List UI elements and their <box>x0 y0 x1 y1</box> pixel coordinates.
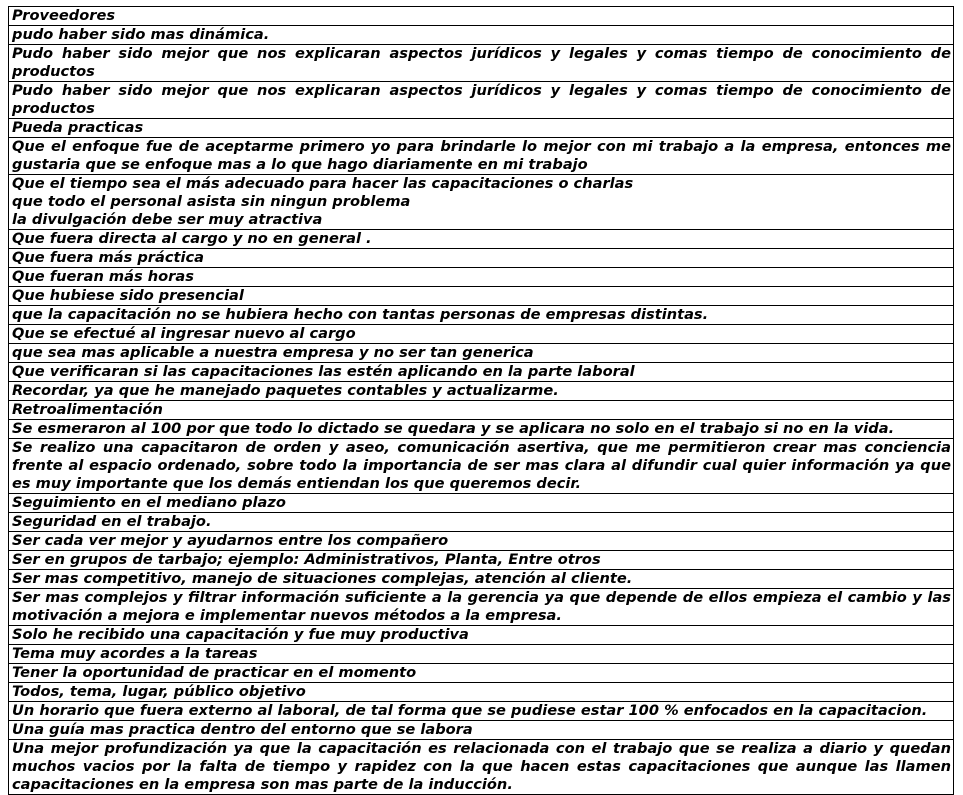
table-row <box>9 570 954 589</box>
table-row <box>9 45 954 82</box>
table-row <box>9 287 954 306</box>
responses-table-body <box>9 7 954 795</box>
table-cell: Que fuera más práctica <box>9 249 954 268</box>
table-cell: Una guía mas practica dentro del entorno que se labora <box>9 721 954 740</box>
table-row <box>9 645 954 664</box>
table-cell: Ser mas complejos y filtrar información suficiente a la gerencia ya que depende de ellos empieza el cambio y las motivación a mejora e implementar nuevos métodos a la empresa. <box>9 589 954 626</box>
table-row <box>9 589 954 626</box>
table-cell: Se esmeraron al 100 por que todo lo dictado se quedara y se aplicara no solo en el trabajo si no en la vida. <box>9 420 954 439</box>
table-cell: Ser cada ver mejor y ayudarnos entre los compañero <box>9 532 954 551</box>
table-row <box>9 26 954 45</box>
table-cell: Seguridad en el trabajo. <box>9 513 954 532</box>
table-cell: Que hubiese sido presencial <box>9 287 954 306</box>
table-cell: Pudo haber sido mejor que nos explicaran aspectos jurídicos y legales y comas tiempo de conocimiento de productos <box>9 82 954 119</box>
table-cell: pudo haber sido mas dinámica. <box>9 26 954 45</box>
table-cell: que sea mas aplicable a nuestra empresa y no ser tan generica <box>9 344 954 363</box>
table-cell: Pueda practicas <box>9 119 954 138</box>
table-row <box>9 325 954 344</box>
table-row <box>9 721 954 740</box>
table-row <box>9 82 954 119</box>
table-cell: Que verificaran si las capacitaciones las estén aplicando en la parte laboral <box>9 363 954 382</box>
table-row <box>9 7 954 26</box>
table-cell: Una mejor profundización ya que la capacitación es relacionada con el trabajo que se realiza a diario y quedan muchos vacios por la falta de tiempo y rapidez con la que hacen estas capacitaciones que aunque las llamen capacitaciones en la empresa son mas parte de la inducción. <box>9 740 954 795</box>
table-row <box>9 268 954 287</box>
table-row <box>9 740 954 795</box>
table-cell: Ser mas competitivo, manejo de situaciones complejas, atención al cliente. <box>9 570 954 589</box>
table-row <box>9 401 954 420</box>
table-cell: Tener la oportunidad de practicar en el momento <box>9 664 954 683</box>
table-cell: Seguimiento en el mediano plazo <box>9 494 954 513</box>
table-row <box>9 664 954 683</box>
table-row <box>9 683 954 702</box>
table-row <box>9 494 954 513</box>
table-cell: Todos, tema, lugar, público objetivo <box>9 683 954 702</box>
table-row <box>9 363 954 382</box>
table-row <box>9 382 954 401</box>
table-row <box>9 119 954 138</box>
table-row <box>9 513 954 532</box>
table-cell: Proveedores <box>9 7 954 26</box>
table-row <box>9 551 954 570</box>
responses-table <box>8 6 954 795</box>
table-cell: Que fuera directa al cargo y no en general . <box>9 230 954 249</box>
table-cell: Tema muy acordes a la tareas <box>9 645 954 664</box>
table-cell: Recordar, ya que he manejado paquetes contables y actualizarme. <box>9 382 954 401</box>
table-row <box>9 702 954 721</box>
table-row <box>9 439 954 494</box>
table-row <box>9 532 954 551</box>
table-row <box>9 306 954 325</box>
table-row <box>9 249 954 268</box>
table-cell: Ser en grupos de tarbajo; ejemplo: Administrativos, Planta, Entre otros <box>9 551 954 570</box>
table-row <box>9 626 954 645</box>
table-row <box>9 175 954 230</box>
table-cell: Se realizo una capacitaron de orden y aseo, comunicación asertiva, que me permitieron crear mas conciencia frente al espacio ordenado, sobre todo la importancia de ser mas clara al difundir cual quier información ya que es muy importante que los demás entiendan los que queremos decir. <box>9 439 954 494</box>
table-cell: Retroalimentación <box>9 401 954 420</box>
table-cell: Solo he recibido una capacitación y fue muy productiva <box>9 626 954 645</box>
table-cell: Que el tiempo sea el más adecuado para hacer las capacitaciones o charlas que todo el personal asista sin ningun problema la divulgación debe ser muy atractiva <box>9 175 954 230</box>
table-cell: Que se efectué al ingresar nuevo al cargo <box>9 325 954 344</box>
table-cell: Un horario que fuera externo al laboral, de tal forma que se pudiese estar 100 % enfocados en la capacitacion. <box>9 702 954 721</box>
table-cell: Que el enfoque fue de aceptarme primero yo para brindarle lo mejor con mi trabajo a la empresa, entonces me gustaria que se enfoque mas a lo que hago diariamente en mi trabajo <box>9 138 954 175</box>
table-row <box>9 138 954 175</box>
table-row <box>9 344 954 363</box>
table-row <box>9 230 954 249</box>
table-cell: que la capacitación no se hubiera hecho con tantas personas de empresas distintas. <box>9 306 954 325</box>
table-cell: Que fueran más horas <box>9 268 954 287</box>
table-row <box>9 420 954 439</box>
table-cell: Pudo haber sido mejor que nos explicaran aspectos jurídicos y legales y comas tiempo de conocimiento de productos <box>9 45 954 82</box>
